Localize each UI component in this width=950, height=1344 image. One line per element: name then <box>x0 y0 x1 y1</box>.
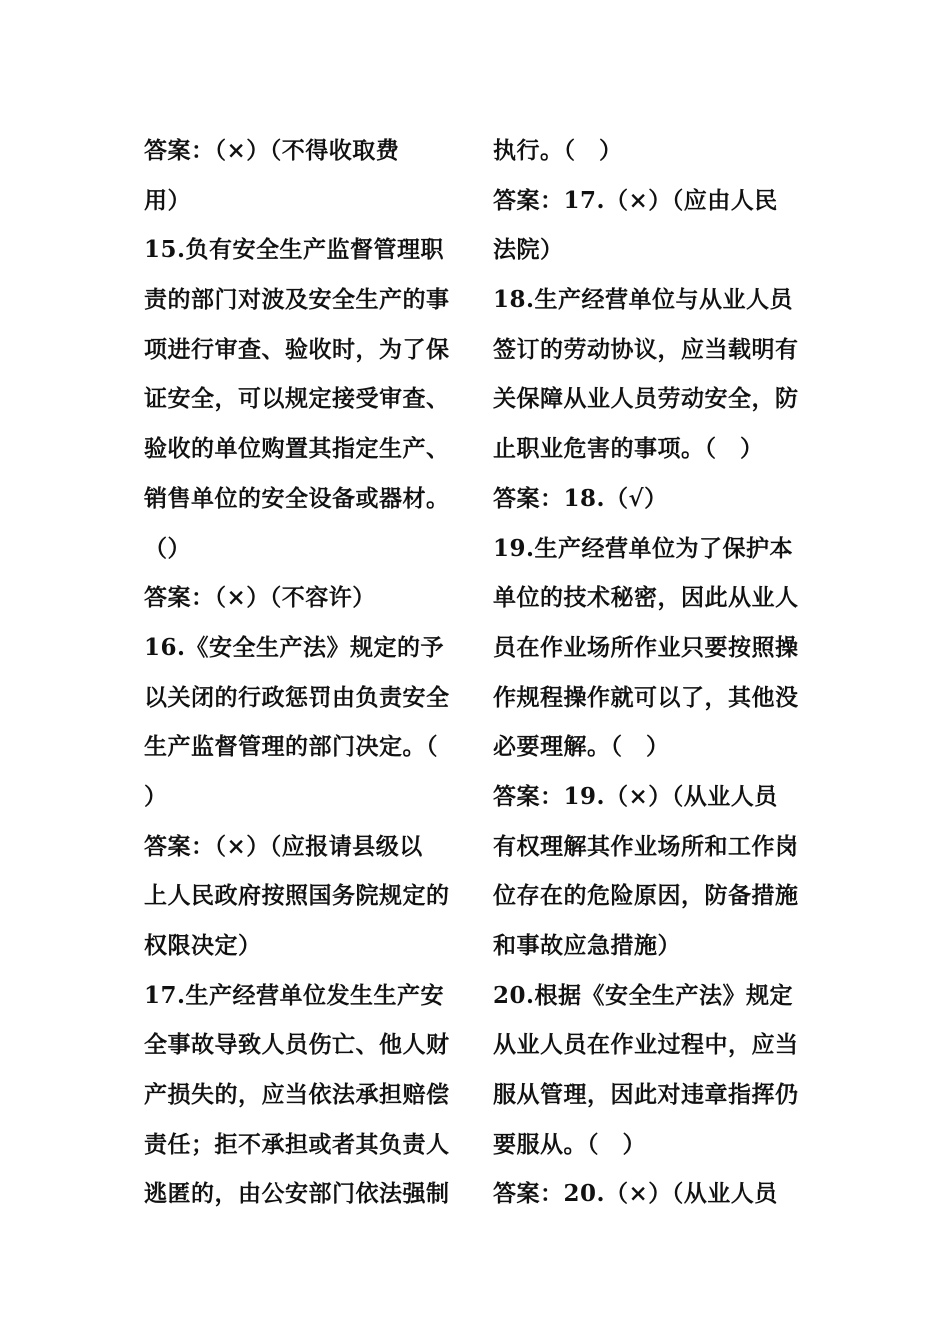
text-line: 证安全，可以规定接受审查、 <box>144 385 450 413</box>
text-line: （） <box>144 534 191 562</box>
text-line: 用） <box>144 186 191 214</box>
text-line: 19.生产经营单位为了保护本 <box>493 534 794 562</box>
text-line: 20.根据《安全生产法》规定 <box>493 981 794 1009</box>
text-line: 产损失的，应当依法承担赔偿 <box>144 1081 450 1109</box>
text-line: 必要理解。（ ） <box>493 733 670 761</box>
text-line: 责任；拒不承担或者其负责人 <box>144 1130 450 1158</box>
text-line: 全事故导致人员伤亡、他人财 <box>144 1031 450 1059</box>
text-line: 签订的劳动协议，应当载明有 <box>493 335 799 363</box>
text-line: 答案：20.（×）（从业人员 <box>493 1180 778 1208</box>
text-line: 责的部门对波及安全生产的事 <box>144 286 450 314</box>
text-line: 员在作业场所作业只要按照操 <box>493 633 799 661</box>
text-line: 答案：17.（×）（应由人民 <box>493 186 778 214</box>
text-line: 答案：18.（√） <box>493 484 668 512</box>
text-line: 止职业危害的事项。（ ） <box>493 435 764 463</box>
text-line: 作规程操作就可以了，其他没 <box>493 683 799 711</box>
text-line: 答案：19.（×）（从业人员 <box>493 782 778 810</box>
right-text-column <box>493 126 813 1219</box>
text-line: 答案：（×）（不得收取费 <box>144 137 400 164</box>
text-line: 以关闭的行政惩罚由负责安全 <box>144 683 450 711</box>
text-line: 答案：（×）（应报请县级以 <box>144 832 423 860</box>
text-line: 法院） <box>493 236 564 264</box>
text-line: 销售单位的安全设备或器材。 <box>144 484 450 512</box>
text-line: 关保障从业人员劳动安全，防 <box>493 385 799 413</box>
text-line: 服从管理，因此对违章指挥仍 <box>493 1081 799 1109</box>
text-line: 18.生产经营单位与从业人员 <box>493 286 794 314</box>
left-text-column <box>144 126 464 1219</box>
text-line: 项进行审查、验收时，为了保 <box>144 335 450 363</box>
text-line: 生产监督管理的部门决定。（ <box>144 733 438 761</box>
text-line: 17.生产经营单位发生生产安 <box>144 981 445 1009</box>
text-line: 和事故应急措施） <box>493 932 681 959</box>
text-line: ） <box>144 782 168 810</box>
text-line: 有权理解其作业场所和工作岗 <box>493 832 799 860</box>
text-line: 答案：（×）（不容许） <box>144 584 376 612</box>
text-line: 从业人员在作业过程中，应当 <box>493 1031 799 1059</box>
text-line: 执行。（ ） <box>493 137 623 164</box>
text-line: 验收的单位购置其指定生产、 <box>144 435 450 463</box>
text-line: 权限决定） <box>144 932 262 959</box>
text-line: 要服从。（ ） <box>493 1130 646 1158</box>
text-line: 16.《安全生产法》规定的予 <box>144 633 445 661</box>
text-line: 单位的技术秘密，因此从业人 <box>493 584 799 612</box>
text-line: 位存在的危险原因，防备措施 <box>493 882 799 910</box>
text-line: 逃匿的，由公安部门依法强制 <box>144 1180 450 1208</box>
text-line: 15.负有安全生产监督管理职 <box>144 236 445 264</box>
text-line: 上人民政府按照国务院规定的 <box>144 882 450 910</box>
